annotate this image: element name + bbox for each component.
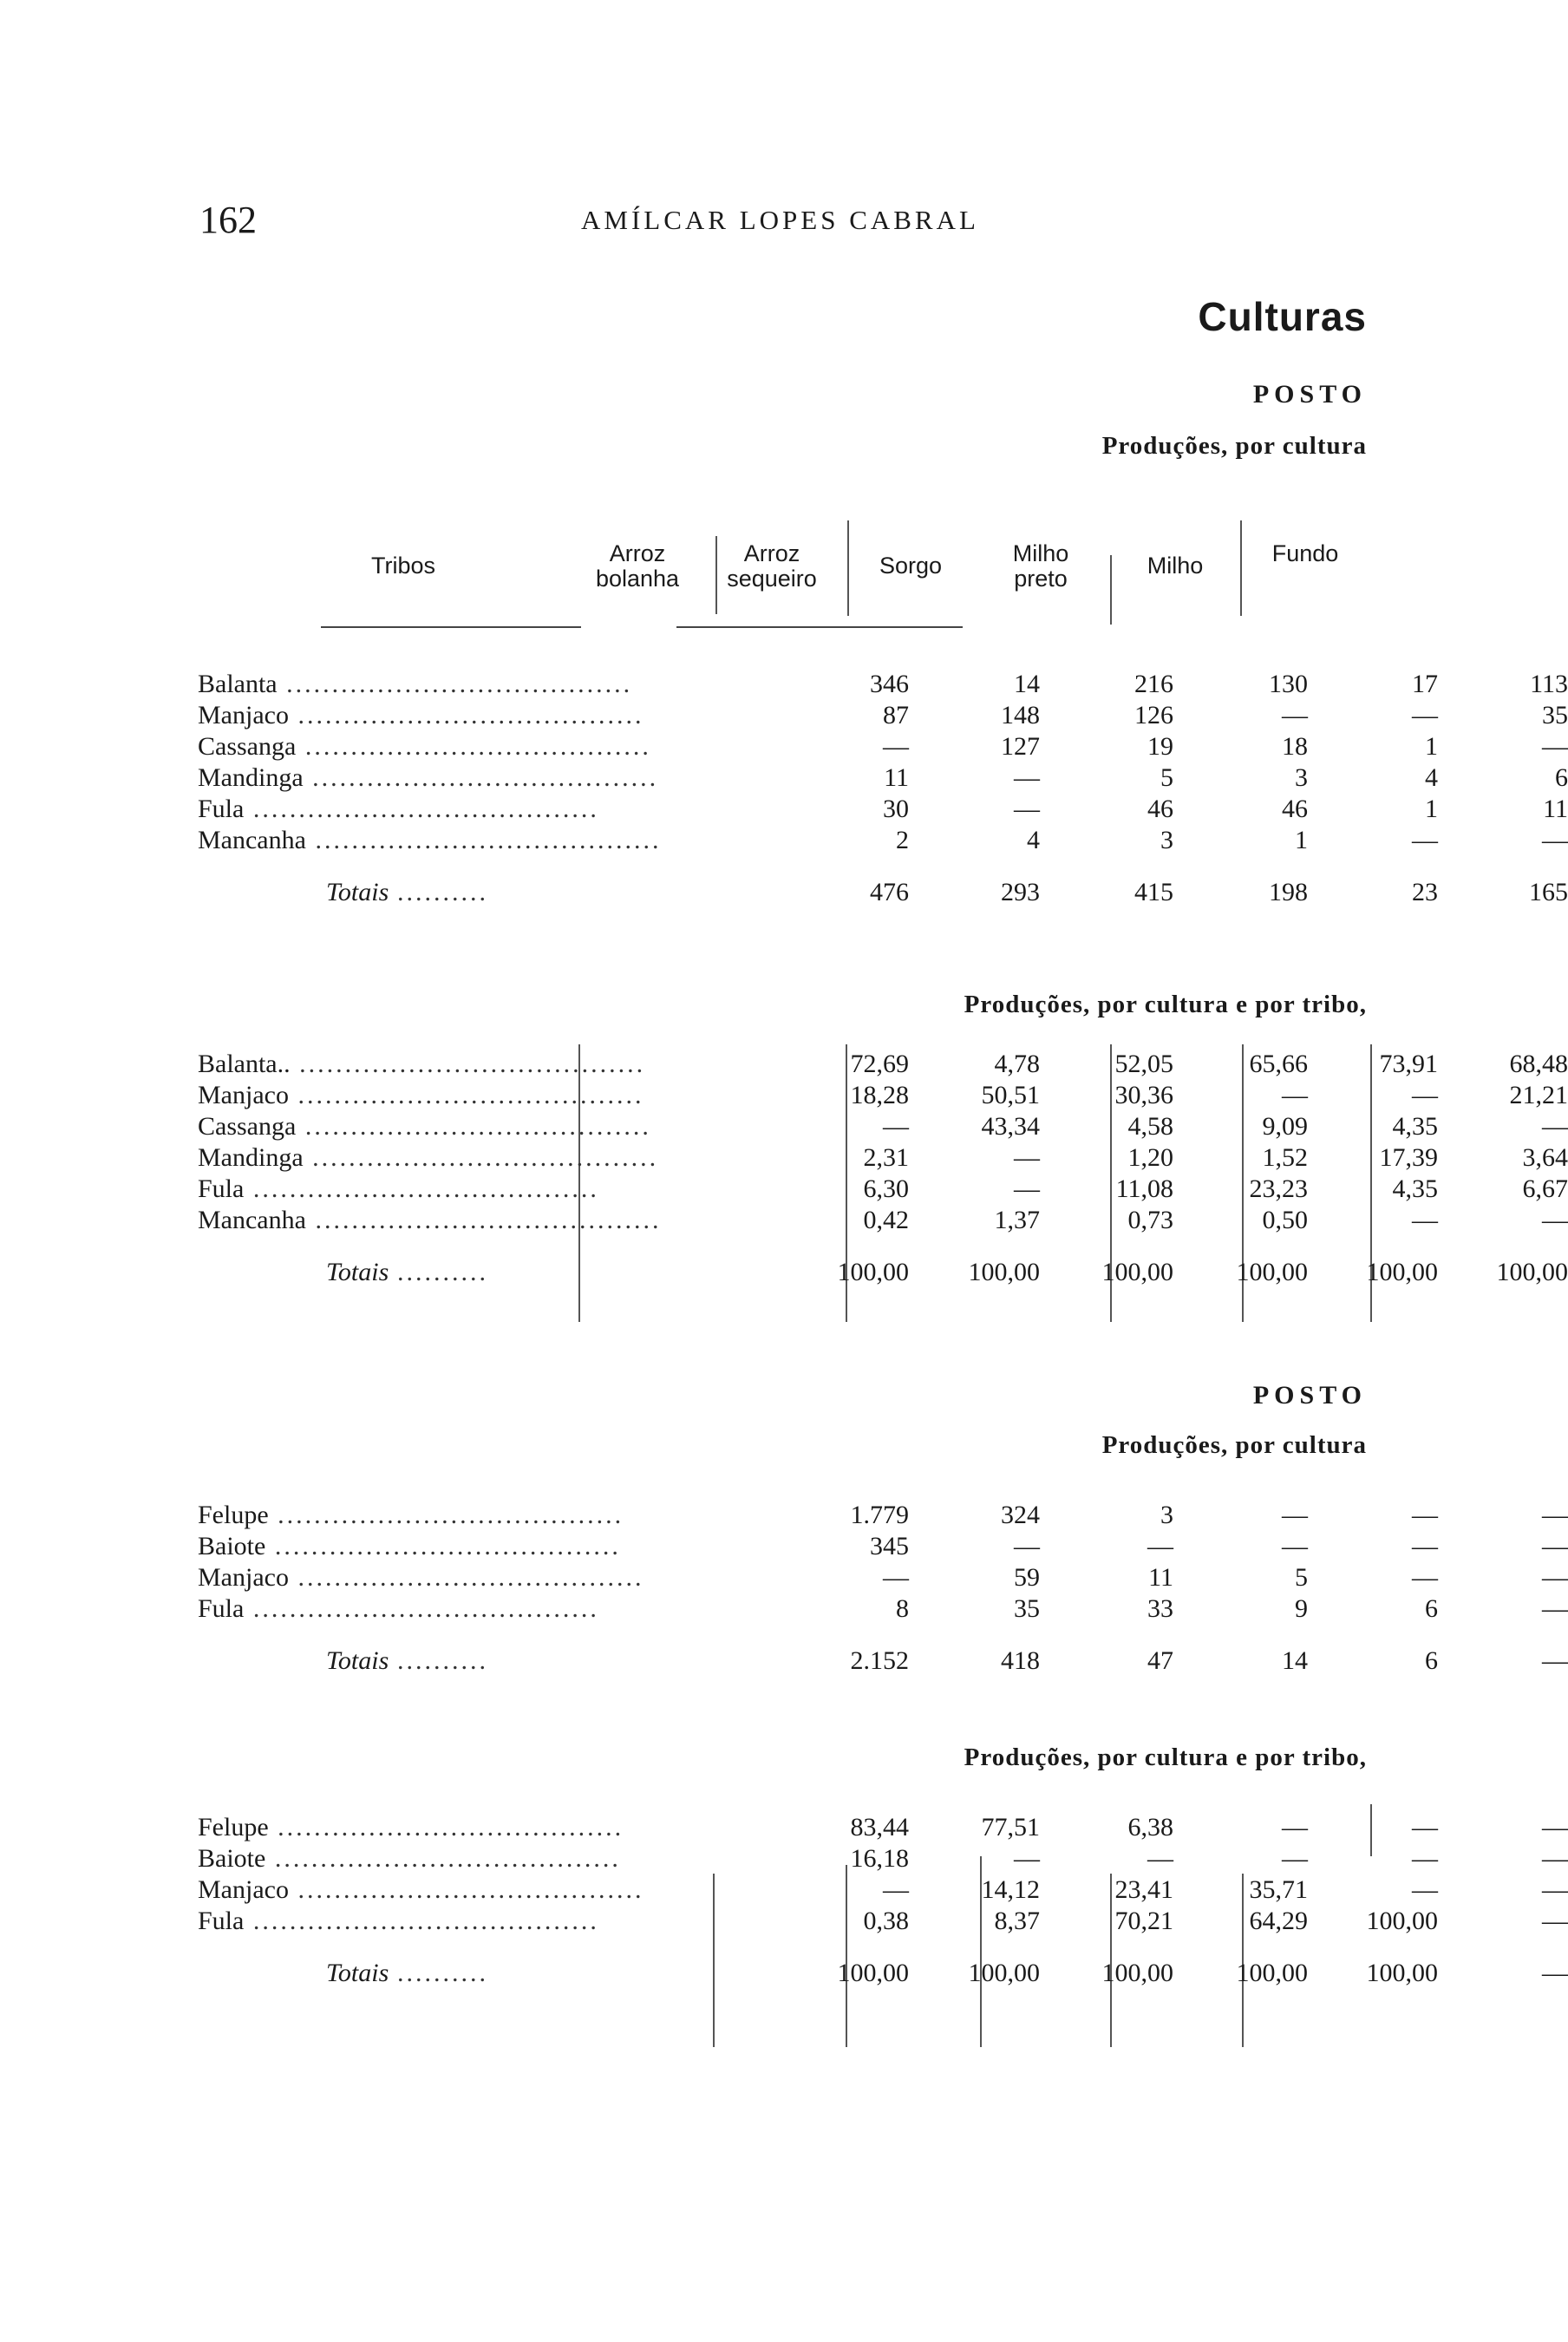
cell-milho: 4,35: [1392, 1174, 1438, 1203]
cell-arroz-bolanha: 1.779: [850, 1501, 909, 1529]
cell-milho: 1: [1425, 732, 1438, 761]
header-divider: [1240, 520, 1242, 616]
totals-row: [198, 878, 1568, 909]
cell-fundo: 165: [1529, 878, 1568, 906]
cell-fundo: 3,64: [1522, 1143, 1568, 1172]
totals-label: Totais ..........: [326, 878, 489, 906]
cell-arroz-bolanha: —: [883, 1112, 909, 1141]
table-row: [198, 1563, 1568, 1594]
cell-fundo: 68,48: [1509, 1050, 1568, 1078]
cell-milho-preto: —: [1282, 1532, 1308, 1560]
cell-milho: 100,00: [1366, 1258, 1438, 1286]
totals-row: [198, 1258, 1568, 1289]
header-rule: [321, 626, 581, 628]
cell-arroz-bolanha: 346: [870, 670, 909, 698]
table-row: [198, 1501, 1568, 1532]
cell-sorgo: 126: [1134, 701, 1173, 729]
cell-fundo: —: [1542, 1112, 1568, 1141]
cell-fundo: —: [1542, 826, 1568, 854]
cell-milho-preto: 100,00: [1236, 1959, 1308, 1987]
table-subtitle: Produções, por cultura: [1101, 1431, 1367, 1459]
tribe-name: Manjaco ......................................: [198, 1563, 644, 1592]
cell-fundo: —: [1542, 1594, 1568, 1623]
tribe-name: Fula ......................................: [198, 795, 599, 823]
cell-arroz-bolanha: 100,00: [837, 1959, 909, 1987]
totals-label: Totais ..........: [326, 1959, 489, 1987]
col-head-arroz-sequeiro: [702, 541, 841, 592]
cell-milho: 100,00: [1366, 1959, 1438, 1987]
cell-fundo: 11: [1543, 795, 1568, 823]
tribe-name: Baiote ......................................: [198, 1844, 621, 1873]
cell-arroz-bolanha: 2.152: [850, 1646, 909, 1675]
table-percentagens-posto-1: [198, 1050, 1568, 1289]
cell-sorgo: 0,73: [1127, 1206, 1173, 1234]
cell-milho-preto: 14: [1282, 1646, 1308, 1675]
cell-arroz-sequeiro: 418: [1001, 1646, 1040, 1675]
col-head-sorgo: Sorgo: [879, 553, 943, 579]
table-percentagens-posto-2: [198, 1813, 1568, 1990]
cell-sorgo: 46: [1147, 795, 1173, 823]
tribe-name: Manjaco ......................................: [198, 1081, 644, 1109]
table-row: [198, 1907, 1568, 1938]
cell-arroz-sequeiro: 127: [1001, 732, 1040, 761]
cell-fundo: —: [1542, 1844, 1568, 1873]
cell-milho: 6: [1425, 1646, 1438, 1675]
table-row: [198, 1050, 1568, 1081]
cell-milho-preto: 18: [1282, 732, 1308, 761]
col-head-milho-preto: [984, 541, 1097, 592]
cell-milho-preto: 3: [1295, 763, 1308, 792]
cell-milho: 17,39: [1379, 1143, 1438, 1172]
table-row: [198, 1875, 1568, 1907]
cell-arroz-sequeiro: 1,37: [994, 1206, 1040, 1234]
tribe-name: Baiote ......................................: [198, 1532, 621, 1560]
cell-milho-preto: —: [1282, 1501, 1308, 1529]
cell-sorgo: 6,38: [1127, 1813, 1173, 1842]
tribe-name: Manjaco ......................................: [198, 1875, 644, 1904]
cell-arroz-sequeiro: —: [1014, 795, 1040, 823]
cell-sorgo: 1,20: [1127, 1143, 1173, 1172]
table-row: [198, 826, 1568, 857]
cell-sorgo: —: [1147, 1532, 1173, 1560]
cell-milho-preto: 1: [1295, 826, 1308, 854]
table-producoes-posto-1: [198, 670, 1568, 909]
cell-arroz-bolanha: —: [883, 1563, 909, 1592]
totals-label: Totais ..........: [326, 1646, 489, 1675]
tribe-name: Cassanga ......................................: [198, 732, 651, 761]
cell-fundo: 113: [1530, 670, 1568, 698]
header-divider: [715, 536, 717, 614]
cell-arroz-sequeiro: 50,51: [981, 1081, 1040, 1109]
cell-milho-preto: —: [1282, 1844, 1308, 1873]
cell-arroz-sequeiro: 100,00: [968, 1258, 1040, 1286]
table-row: [198, 1081, 1568, 1112]
cell-arroz-bolanha: 0,42: [863, 1206, 909, 1234]
cell-sorgo: 100,00: [1101, 1959, 1173, 1987]
cell-arroz-sequeiro: —: [1014, 763, 1040, 792]
cell-arroz-bolanha: 8: [896, 1594, 909, 1623]
cell-fundo: —: [1542, 1501, 1568, 1529]
cell-arroz-sequeiro: 293: [1001, 878, 1040, 906]
cell-milho-preto: 5: [1295, 1563, 1308, 1592]
cell-milho: —: [1412, 1081, 1438, 1109]
cell-arroz-sequeiro: 43,34: [981, 1112, 1040, 1141]
cell-arroz-bolanha: 2,31: [863, 1143, 909, 1172]
cell-fundo: —: [1542, 1563, 1568, 1592]
cell-milho-preto: —: [1282, 1813, 1308, 1842]
cell-sorgo: 19: [1147, 732, 1173, 761]
table-row: [198, 1112, 1568, 1143]
cell-milho: —: [1412, 701, 1438, 729]
cell-arroz-sequeiro: 8,37: [994, 1907, 1040, 1935]
cell-milho-preto: 130: [1269, 670, 1308, 698]
tribe-name: Manjaco ......................................: [198, 701, 644, 729]
totals-row: [198, 1959, 1568, 1990]
cell-arroz-sequeiro: —: [1014, 1143, 1040, 1172]
cell-arroz-sequeiro: 100,00: [968, 1959, 1040, 1987]
col-head-tribos: Tribos: [370, 553, 435, 579]
cell-arroz-sequeiro: 4,78: [994, 1050, 1040, 1078]
cell-sorgo: 11: [1148, 1563, 1173, 1592]
cell-arroz-bolanha: 100,00: [837, 1258, 909, 1286]
cell-milho-preto: 0,50: [1262, 1206, 1308, 1234]
cell-fundo: —: [1542, 1532, 1568, 1560]
cell-milho: —: [1412, 1532, 1438, 1560]
tribe-name: Balanta ......................................: [198, 670, 633, 698]
cell-fundo: 6,67: [1522, 1174, 1568, 1203]
table-row: [198, 1594, 1568, 1626]
totals-label: Totais ..........: [326, 1258, 489, 1286]
cell-sorgo: 4,58: [1127, 1112, 1173, 1141]
table-subtitle: Produções, por cultura: [1101, 432, 1367, 460]
cell-arroz-sequeiro: 59: [1014, 1563, 1040, 1592]
cell-milho: —: [1412, 1206, 1438, 1234]
cell-milho-preto: 35,71: [1249, 1875, 1308, 1904]
cell-arroz-sequeiro: 14,12: [981, 1875, 1040, 1904]
cell-fundo: —: [1542, 1206, 1568, 1234]
page-number: 162: [199, 199, 257, 241]
totals-row: [198, 1646, 1568, 1678]
cell-fundo: —: [1542, 1959, 1568, 1987]
col-head-milho: Milho: [1147, 553, 1204, 579]
col-head-arroz-bolanha: [572, 541, 702, 592]
cell-milho: 17: [1412, 670, 1438, 698]
col-head-line: Arroz: [609, 540, 666, 566]
posto-heading: POSTO: [1252, 380, 1367, 409]
table-row: [198, 1844, 1568, 1875]
table-row: [198, 670, 1568, 701]
cell-arroz-bolanha: 30: [883, 795, 909, 823]
cell-sorgo: 3: [1160, 1501, 1173, 1529]
cell-arroz-sequeiro: 35: [1014, 1594, 1040, 1623]
cell-arroz-bolanha: 476: [870, 878, 909, 906]
col-head-line: Arroz: [743, 540, 800, 566]
tribe-name: Mandinga ......................................: [198, 763, 659, 792]
table-row: [198, 732, 1568, 763]
tribe-name: Felupe ......................................: [198, 1813, 624, 1842]
cell-sorgo: 52,05: [1114, 1050, 1173, 1078]
cell-fundo: 21,21: [1509, 1081, 1568, 1109]
cell-arroz-sequeiro: —: [1014, 1844, 1040, 1873]
cell-arroz-sequeiro: 324: [1001, 1501, 1040, 1529]
table-subtitle: Produções, por cultura e por tribo,: [964, 1743, 1367, 1771]
cell-milho: —: [1412, 1813, 1438, 1842]
table-row: [198, 763, 1568, 795]
cell-arroz-bolanha: 6,30: [863, 1174, 909, 1203]
tribe-name: Mandinga ......................................: [198, 1143, 659, 1172]
cell-milho: 73,91: [1379, 1050, 1438, 1078]
tribe-name: Felupe ......................................: [198, 1501, 624, 1529]
cell-arroz-bolanha: 0,38: [863, 1907, 909, 1935]
tribe-name: Fula ......................................: [198, 1907, 599, 1935]
cell-sorgo: 47: [1147, 1646, 1173, 1675]
cell-arroz-bolanha: 345: [870, 1532, 909, 1560]
col-head-line: preto: [1014, 566, 1068, 592]
cell-fundo: 35: [1542, 701, 1568, 729]
table-row: [198, 1206, 1568, 1237]
cell-arroz-sequeiro: 77,51: [981, 1813, 1040, 1842]
table-row: [198, 701, 1568, 732]
cell-arroz-bolanha: 72,69: [850, 1050, 909, 1078]
cell-fundo: —: [1542, 1907, 1568, 1935]
cell-arroz-bolanha: 11: [884, 763, 909, 792]
table-row: [198, 1174, 1568, 1206]
cell-milho-preto: 9: [1295, 1594, 1308, 1623]
table-row: [198, 1532, 1568, 1563]
cell-sorgo: 216: [1134, 670, 1173, 698]
cell-milho: 4: [1425, 763, 1438, 792]
cell-sorgo: 33: [1147, 1594, 1173, 1623]
col-head-fundo: Fundo: [1271, 540, 1339, 566]
cell-milho-preto: 100,00: [1236, 1258, 1308, 1286]
cell-arroz-sequeiro: 14: [1014, 670, 1040, 698]
cell-milho-preto: 1,52: [1262, 1143, 1308, 1172]
cell-milho: —: [1412, 1563, 1438, 1592]
cell-arroz-sequeiro: —: [1014, 1174, 1040, 1203]
cell-arroz-bolanha: —: [883, 732, 909, 761]
col-head-line: sequeiro: [727, 566, 817, 592]
cell-arroz-bolanha: —: [883, 1875, 909, 1904]
cell-sorgo: 5: [1160, 763, 1173, 792]
cell-milho: —: [1412, 1875, 1438, 1904]
cell-sorgo: 415: [1134, 878, 1173, 906]
cell-fundo: —: [1542, 1875, 1568, 1904]
table-row: [198, 1813, 1568, 1844]
table-producoes-posto-2: [198, 1501, 1568, 1678]
cell-fundo: 6: [1555, 763, 1568, 792]
table-subtitle: Produções, por cultura e por tribo,: [964, 991, 1367, 1018]
cell-sorgo: 3: [1160, 826, 1173, 854]
col-head-line: Milho: [1012, 540, 1069, 566]
tribe-name: Mancanha ......................................: [198, 826, 662, 854]
cell-arroz-sequeiro: 148: [1001, 701, 1040, 729]
cell-fundo: —: [1542, 1646, 1568, 1675]
tribe-name: Mancanha ......................................: [198, 1206, 662, 1234]
cell-fundo: —: [1542, 732, 1568, 761]
cell-milho-preto: 23,23: [1249, 1174, 1308, 1203]
cell-sorgo: 11,08: [1115, 1174, 1173, 1203]
cell-arroz-bolanha: 2: [896, 826, 909, 854]
header-rule: [676, 626, 963, 628]
tribe-name: Balanta.. ......................................: [198, 1050, 646, 1078]
cell-milho: 6: [1425, 1594, 1438, 1623]
cell-milho-preto: 9,09: [1262, 1112, 1308, 1141]
cell-milho: 100,00: [1366, 1907, 1438, 1935]
cell-milho: —: [1412, 1501, 1438, 1529]
header-divider: [1110, 555, 1112, 625]
cell-arroz-bolanha: 87: [883, 701, 909, 729]
cell-sorgo: 70,21: [1114, 1907, 1173, 1935]
cell-milho-preto: 64,29: [1249, 1907, 1308, 1935]
tribe-name: Cassanga ......................................: [198, 1112, 651, 1141]
cell-milho-preto: 46: [1282, 795, 1308, 823]
cell-milho: 4,35: [1392, 1112, 1438, 1141]
cell-milho-preto: 65,66: [1249, 1050, 1308, 1078]
cell-sorgo: —: [1147, 1844, 1173, 1873]
cell-milho: 1: [1425, 795, 1438, 823]
table-row: [198, 795, 1568, 826]
cell-milho-preto: —: [1282, 701, 1308, 729]
cell-arroz-sequeiro: 4: [1027, 826, 1040, 854]
cell-fundo: —: [1542, 1813, 1568, 1842]
col-head-line: bolanha: [595, 566, 680, 592]
cell-sorgo: 30,36: [1114, 1081, 1173, 1109]
cell-fundo: 100,00: [1496, 1258, 1568, 1286]
section-title: Culturas: [1198, 294, 1367, 339]
running-head: AMÍLCAR LOPES CABRAL: [581, 205, 979, 235]
header-divider: [847, 520, 849, 616]
tribe-name: Fula ......................................: [198, 1594, 599, 1623]
cell-sorgo: 23,41: [1114, 1875, 1173, 1904]
cell-arroz-bolanha: 83,44: [850, 1813, 909, 1842]
posto-heading: POSTO: [1252, 1381, 1367, 1410]
cell-arroz-bolanha: 16,18: [850, 1844, 909, 1873]
cell-milho-preto: —: [1282, 1081, 1308, 1109]
table-row: [198, 1143, 1568, 1174]
cell-sorgo: 100,00: [1101, 1258, 1173, 1286]
cell-milho: 23: [1412, 878, 1438, 906]
tribe-name: Fula ......................................: [198, 1174, 599, 1203]
cell-milho: —: [1412, 826, 1438, 854]
cell-arroz-bolanha: 18,28: [850, 1081, 909, 1109]
cell-arroz-sequeiro: —: [1014, 1532, 1040, 1560]
cell-milho: —: [1412, 1844, 1438, 1873]
cell-milho-preto: 198: [1269, 878, 1308, 906]
